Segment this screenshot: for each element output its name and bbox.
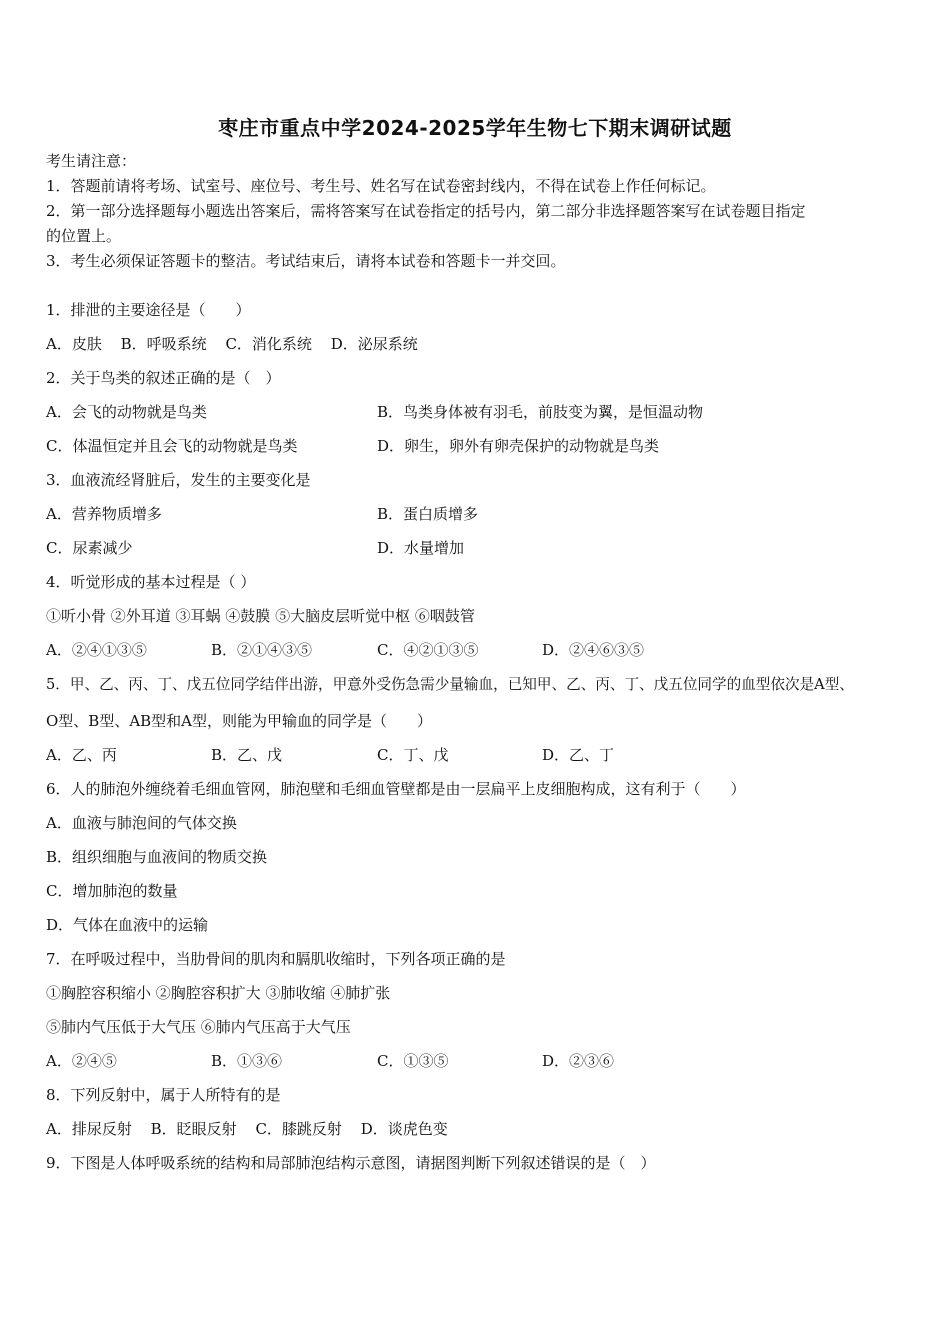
q4-option-c: C．④②①③⑤: [377, 641, 479, 659]
q4-items: ①听小骨 ②外耳道 ③耳蜗 ④鼓膜 ⑤大脑皮层听觉中枢 ⑥咽鼓管: [46, 607, 475, 625]
q5-option-c: C．丁、戊: [377, 746, 449, 764]
q3-option-a: A．营养物质增多: [46, 505, 162, 523]
q7-items-line-2: ⑤肺内气压低于大气压 ⑥肺内气压高于大气压: [46, 1018, 351, 1036]
q8-option-d: D．谈虎色变: [360, 1120, 448, 1138]
q2-option-b: B．鸟类身体被有羽毛，前肢变为翼，是恒温动物: [377, 403, 704, 421]
q3-option-b: B．蛋白质增多: [377, 505, 479, 523]
q3-options-row-2: [46, 538, 916, 558]
q7-options: [46, 1051, 916, 1071]
notice-line-1: 1．答题前请将考场、试室号、座位号、考生号、姓名写在试卷密封线内，不得在试卷上作任何标记。: [46, 177, 716, 195]
q3-options-row-1: [46, 504, 916, 524]
q5-option-b: B．乙、戊: [211, 746, 283, 764]
notice-line-2: 2．第一部分选择题每小题选出答案后，需将答案写在试卷指定的括号内，第二部分非选择题答案写在试卷题目指定: [46, 202, 806, 220]
q1-option-c: C．消化系统: [225, 335, 312, 353]
q7-option-c: C．①③⑤: [377, 1052, 449, 1070]
q8-option-c: C．膝跳反射: [255, 1120, 342, 1138]
q8-option-a: A．排尿反射: [46, 1120, 132, 1138]
q6-option-a: A．血液与肺泡间的气体交换: [46, 814, 237, 832]
q3-stem: 3．血液流经肾脏后，发生的主要变化是: [46, 471, 311, 489]
q2-option-c: C．体温恒定并且会飞的动物就是鸟类: [46, 437, 298, 455]
q2-options-row-2: [46, 436, 916, 456]
q7-items-line-1: ①胸腔容积缩小 ②胸腔容积扩大 ③肺收缩 ④肺扩张: [46, 984, 391, 1002]
q8-options: [46, 1119, 916, 1139]
q5-stem-line-2: O型、B型、AB型和A型，则能为甲输血的同学是（ ）: [46, 712, 433, 730]
q2-options-row-1: [46, 402, 916, 422]
notice-line-3: 的位置上。: [46, 227, 122, 245]
q3-option-d: D．水量增加: [377, 539, 465, 557]
q5-stem-line-1: 5．甲、乙、丙、丁、戊五位同学结伴出游，甲意外受伤急需少量输血，已知甲、乙、丙、丁、戊五位同学的血型依次是A型、: [46, 676, 854, 693]
q6-option-c: C．增加肺泡的数量: [46, 882, 178, 900]
q8-stem: 8．下列反射中，属于人所特有的是: [46, 1086, 281, 1104]
q6-option-d: D．气体在血液中的运输: [46, 916, 209, 934]
q7-option-a: A．②④⑤: [46, 1052, 117, 1070]
q1-option-a: A．皮肤: [46, 335, 102, 353]
q2-stem: 2．关于鸟类的叙述正确的是（ ）: [46, 369, 281, 387]
q6-stem: 6．人的肺泡外缠绕着毛细血管网，肺泡壁和毛细血管壁都是由一层扁平上皮细胞构成，这有利于（ ）: [46, 780, 746, 798]
q8-option-b: B．眨眼反射: [150, 1120, 237, 1138]
q9-stem: 9．下图是人体呼吸系统的结构和局部肺泡结构示意图，请据图判断下列叙述错误的是（ ）: [46, 1154, 656, 1172]
notice-line-4: 3．考生必须保证答题卡的整洁。考试结束后，请将本试卷和答题卡一并交回。: [46, 252, 566, 270]
q1-option-b: B．呼吸系统: [120, 335, 207, 353]
q1-options: [46, 334, 916, 354]
q2-option-d: D．卵生，卵外有卵壳保护的动物就是鸟类: [377, 437, 660, 455]
q4-option-b: B．②①④③⑤: [211, 641, 313, 659]
q2-option-a: A．会飞的动物就是鸟类: [46, 403, 207, 421]
q5-option-a: A．乙、丙: [46, 746, 117, 764]
exam-title: 枣庄市重点中学2024-2025学年生物七下期末调研试题: [218, 116, 732, 140]
q7-stem: 7．在呼吸过程中，当肋骨间的肌肉和膈肌收缩时，下列各项正确的是: [46, 950, 506, 968]
notice-heading: 考生请注意：: [46, 152, 137, 170]
q1-option-d: D．泌尿系统: [330, 335, 418, 353]
q4-stem: 4．听觉形成的基本过程是（ ）: [46, 573, 256, 591]
q3-option-c: C．尿素减少: [46, 539, 133, 557]
q1-stem: 1．排泄的主要途径是（ ）: [46, 301, 251, 319]
q7-option-d: D．②③⑥: [542, 1052, 615, 1070]
q5-option-d: D．乙、丁: [542, 746, 615, 764]
q4-option-a: A．②④①③⑤: [46, 641, 147, 659]
q4-options: [46, 640, 916, 660]
q5-options: [46, 745, 916, 765]
q6-option-b: B．组织细胞与血液间的物质交换: [46, 848, 268, 866]
q7-option-b: B．①③⑥: [211, 1052, 283, 1070]
q4-option-d: D．②④⑥③⑤: [542, 641, 645, 659]
